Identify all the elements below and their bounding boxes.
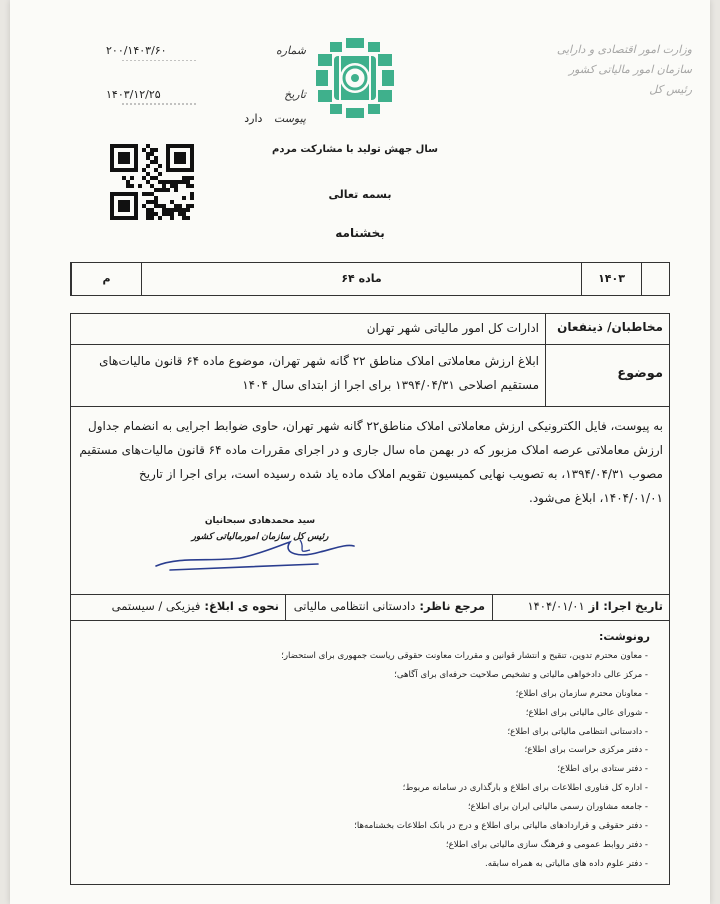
effective-label: تاریخ اجرا: از — [588, 599, 663, 613]
type-code: م — [71, 263, 141, 295]
row-divider — [71, 620, 669, 621]
article-number: ماده ۶۴ — [141, 263, 581, 295]
meta-dotted-lines — [122, 60, 212, 110]
body-line-4: ۱۴۰۴/۰۱/۰۱، ابلاغ می‌شود. — [529, 491, 663, 505]
ministry-line-2: سازمان امور مالیاتی کشور — [568, 63, 692, 76]
effective-date — [493, 599, 663, 613]
date-label: تاریخ — [284, 88, 306, 101]
cc-item: - دادستانی انتظامی مالیاتی برای اطلاع؛ — [507, 726, 648, 737]
cc-item: - دفتر روابط عمومی و فرهنگ سازی مالیاتی برای اطلاع؛ — [445, 839, 648, 850]
body-line-2: ارزش معاملاتی عرصه املاک مزبور که در بهمن ماه سال جاری و در اجرای مقررات ماده ۶۴ قانون مالیات‌های مستقیم — [79, 443, 663, 457]
subject-label: موضوع — [617, 366, 663, 381]
body-line-1: به پیوست، فایل الکترونیکی ارزش معاملاتی املاک مناطق۲۲ گانه شهر تهران، حاوی ضوابط اجرایی به انضمام جداول — [87, 419, 663, 433]
number-label: شماره — [275, 44, 306, 57]
recipients-label: مخاطبان/ ذینفعان — [557, 320, 663, 334]
letter-number — [106, 44, 306, 57]
number-value: ۲۰۰/۱۴۰۳/۶۰ — [106, 44, 167, 57]
cc-title: رونوشت: — [598, 630, 650, 643]
tax-organization-logo — [316, 38, 394, 118]
notify-label: نحوه ی ابلاغ: — [204, 599, 279, 613]
cc-item: - معاون محترم تدوین، تنقیح و انتشار قوانین و مقررات معاونت حقوقی ریاست جمهوری برای استحضار؛ — [281, 651, 648, 661]
authority-value: دادستانی انتظامی مالیاتی — [293, 599, 416, 613]
cc-item: - مرکز عالی دادخواهی مالیاتی و تشخیص صلاحیت حرفه‌ای برای آگاهی؛ — [394, 669, 648, 680]
year-slogan: سال جهش تولید با مشارکت مردم — [272, 144, 438, 155]
signatory-name: سید محمدهادی سبحانیان — [204, 516, 316, 526]
cc-item: - اداره کل فناوری اطلاعات برای اطلاع و بارگذاری در سامانه مربوط؛ — [402, 783, 648, 794]
notify-value: فیزیکی / سیستمی — [111, 599, 201, 613]
cc-item: - دفتر علوم داده های مالیاتی به همراه سابقه. — [484, 858, 648, 869]
ministry-line-1: وزارت امور اقتصادی و دارایی — [556, 43, 692, 56]
cc-item: - جامعه مشاوران رسمی مالیاتی ایران برای اطلاع؛ — [467, 802, 648, 813]
bar-empty-cell — [641, 263, 669, 295]
handwritten-signature — [150, 536, 360, 576]
cc-item: - معاونان محترم سازمان برای اطلاع؛ — [515, 688, 648, 699]
document-page — [10, 0, 710, 904]
document-type: بخشنامه — [335, 226, 385, 240]
bismillah: بسمه تعالی — [328, 188, 392, 201]
notification-method — [79, 599, 279, 613]
letter-attachment — [106, 112, 306, 125]
cc-item: - شورای عالی مالیاتی برای اطلاع؛ — [525, 707, 648, 718]
subject-line-2: مستقیم اصلاحی ۱۳۹۴/۰۴/۳۱ برای اجرا از ابتدای سال ۱۴۰۴ — [242, 378, 539, 392]
cc-item: - دفتر مرکزی حراست برای اطلاع؛ — [524, 745, 648, 756]
signatory-title: رئیس کل سازمان امورمالیاتی کشور — [191, 532, 329, 542]
row-divider — [71, 344, 669, 345]
label-column-divider — [545, 314, 546, 406]
circular-year: ۱۴۰۳ — [581, 263, 641, 295]
circular-info-bar — [70, 262, 670, 296]
attachment-value: دارد — [244, 112, 263, 125]
subject-line-1: ابلاغ ارزش معاملاتی املاک مناطق ۲۲ گانه شهر تهران، موضوع ماده ۶۴ قانون مالیات‌های — [99, 354, 539, 368]
effective-value: ۱۴۰۴/۰۱/۰۱ — [527, 599, 585, 613]
body-line-3: مصوب ۱۳۹۴/۰۴/۳۱، به تصویب نهایی کمیسیون تقویم املاک ماده یاد شده رسیده است، برای اجرا از تاریخ — [138, 467, 663, 481]
ministry-line-3: رئیس کل — [649, 83, 692, 96]
cc-item: - دفتر ستادی برای اطلاع؛ — [557, 764, 648, 775]
recipients-value: ادارات کل امور مالیاتی شهر تهران — [366, 321, 539, 335]
cc-item: - دفتر حقوقی و قراردادهای مالیاتی برای اطلاع و درج در بانک اطلاعات بخشنامه‌ها؛ — [354, 821, 648, 832]
ministry-header — [542, 40, 692, 100]
cc-list — [88, 647, 648, 874]
attachment-label: پیوست — [273, 112, 306, 125]
qr-code — [110, 144, 194, 220]
supervising-authority — [285, 599, 485, 613]
row-divider — [71, 406, 669, 407]
authority-label: مرجع ناظر: — [419, 599, 485, 613]
row-divider — [71, 594, 669, 595]
date-value: ۱۴۰۳/۱۲/۲۵ — [106, 88, 161, 101]
